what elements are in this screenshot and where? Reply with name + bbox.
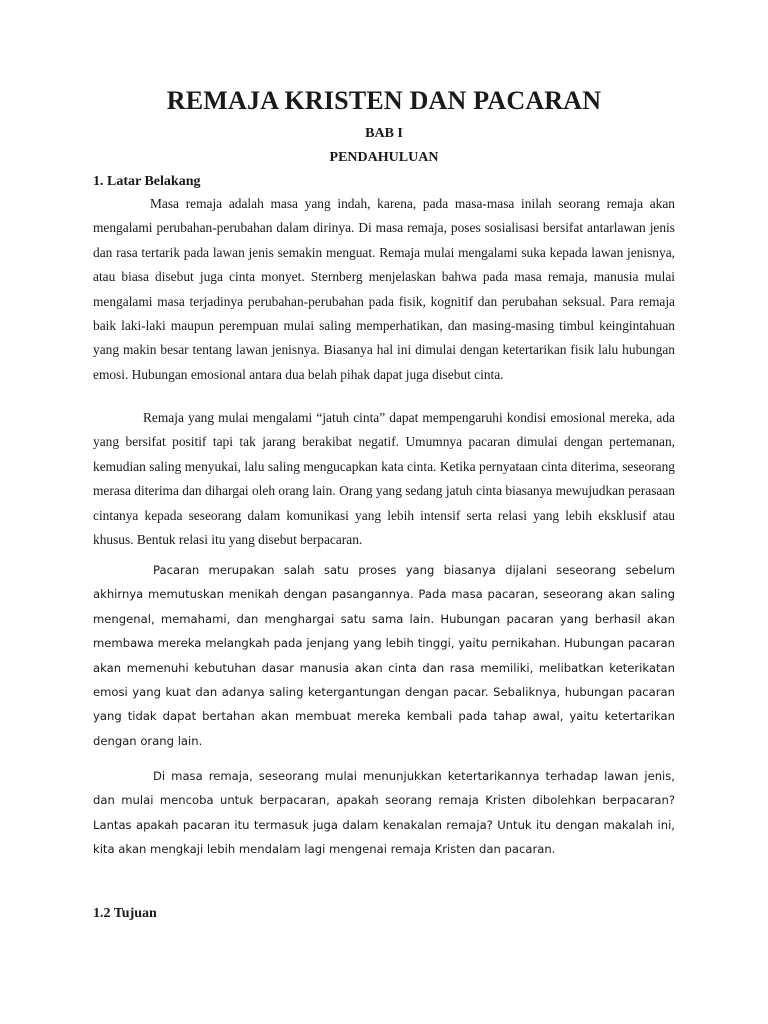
document-title: REMAJA KRISTEN DAN PACARAN [166,86,602,115]
paragraph: Remaja yang mulai mengalami “jatuh cinta” dapat mempengaruhi kondisi emosional mereka, ada yang bersifat positif tapi tak jarang berakibat negatif. Umumnya pacaran dimulai dengan pertemanan, kemudian saling menyukai, lalu saling mengucapkan kata cinta. Ketika pernyataan cinta diterima, seseorang merasa diterima dan dihargai oleh orang lain. Orang yang sedang jatuh cinta biasanya mewujudkan perasaan cintanya kepada seseorang dalam komunikasi yang lebih intensif serta relasi yang lebih eksklusif atau khusus. Bentuk relasi itu yang disebut berpacaran. [93,410,675,548]
paragraph: Masa remaja adalah masa yang indah, karena, pada masa-masa inilah seorang remaja akan mengalami perubahan-perubahan dalam dirinya. Di masa remaja, poses sosialisasi bersifat antarlawan jenis dan rasa tertarik pada lawan jenis semakin menguat. Remaja mulai mengalami suka kepada lawan jenisnya, atau biasa disebut juga cinta monyet. Sternberg menjelaskan bahwa pada masa remaja, manusia mulai mengalami masa terjadinya perubahan-perubahan pada fisik, kognitif dan perubahan seksual. Para remaja baik laki-laki maupun perempuan mulai saling memperhatikan, dan masing-masing timbul keingintahuan yang makin besar tentang lawan jenisnya. Biasanya hal ini dimulai dengan ketertarikan fisik lalu hubungan emosi. Hubungan emosional antara dua belah pihak dapat juga disebut cinta. [93,196,675,382]
section-heading-tujuan: 1.2 Tujuan [93,906,157,921]
chapter-title: PENDAHULUAN [329,150,439,165]
paragraph: Pacaran merupakan salah satu proses yang biasanya dijalani seseorang sebelum akhirnya memutuskan menikah dengan pasangannya. Pada masa pacaran, seseorang akan saling mengenal, memahami, dan menghargai satu sama lain. Hubungan pacaran yang berhasil akan membawa mereka melangkah pada jenjang yang lebih tinggi, yaitu pernikahan. Hubungan pacaran akan memenuhi kebutuhan dasar manusia akan cinta dan rasa memiliki, melibatkan keterikatan emosi yang kuat dan adanya saling ketergantungan dengan pacar. Sebaliknya, hubungan pacaran yang tidak dapat bertahan akan membuat mereka kembali pada tahap awal, yaitu ketertarikan dengan orang lain. [93,563,675,748]
section-heading-latar-belakang: 1. Latar Belakang [93,174,201,189]
chapter-label: BAB I [365,126,403,141]
paragraph: Di masa remaja, seseorang mulai menunjukkan ketertarikannya terhadap lawan jenis, dan mulai mencoba untuk berpacaran, apakah seorang remaja Kristen dibolehkan berpacaran? Lantas apakah pacaran itu termasuk juga dalam kenakalan remaja? Untuk itu dengan makalah ini, kita akan mengkaji lebih mendalam lagi mengenai remaja Kristen dan pacaran. [93,769,675,857]
